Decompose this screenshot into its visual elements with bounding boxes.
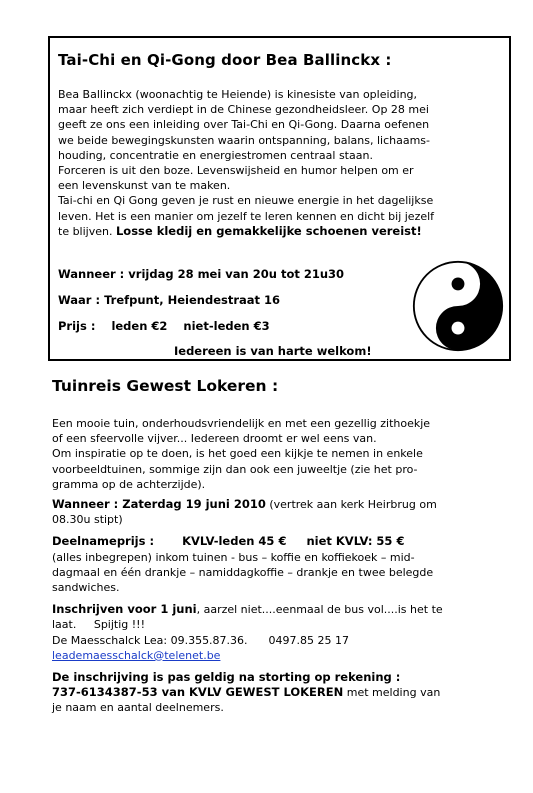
text-line: Om inspiratie op te doen, is het goed een kijkje te nemen in enkele (52, 447, 423, 461)
text-line: 08.30u stipt) (52, 513, 123, 527)
when-rest: (vertrek aan kerk Heirbrug om (265, 498, 437, 512)
text-line: dagmaal en één drankje – namiddagkoffie – drankje en twee belegde (52, 565, 434, 579)
tuinreis-body (52, 416, 522, 716)
text-line: we beide bewegingskunsten waarin ontspanning, balans, lichaams- (58, 133, 430, 147)
text-line: laat. Spijtig !!! (52, 618, 145, 632)
account-bold: 737-6134387-53 van KVLV GEWEST LOKEREN (52, 685, 344, 700)
text-line: voorbeeldtuinen, sommige zijn dan ook een juweeltje (zie het pro- (52, 462, 418, 476)
text-line: of een sfeervolle vijver... Iedereen droomt er wel eens van. (52, 432, 377, 446)
tuinreis-registration (52, 602, 522, 617)
contact-email-line (52, 648, 522, 663)
text-line: geeft ze ons een inleiding over Tai-Chi en Qi-Gong. Daarna oefenen (58, 118, 430, 132)
taichi-price: Prijs : leden €2 niet-leden €3 (58, 319, 270, 333)
text-line: (alles inbegrepen) inkom tuinen - bus – koffie en koffiekoek – mid- (52, 550, 415, 564)
tuinreis-when (52, 497, 522, 512)
text-line: gramma op de achterzijde). (52, 477, 206, 491)
yin-yang-icon (412, 260, 504, 352)
text-line (58, 224, 504, 239)
text-line: Een mooie tuin, onderhoudsvriendelijk en met een gezellig zithoekje (52, 417, 431, 430)
text-plain: te blijven. (58, 224, 116, 238)
registration-bold: Inschrijven voor 1 juni (52, 602, 197, 617)
text-line: Bea Ballinckx (woonachtig te Heiende) is kinesiste van opleiding, (58, 88, 418, 101)
payment-account (52, 685, 522, 700)
text-line: een levenskunst van te maken. (58, 179, 231, 193)
taichi-description (58, 87, 504, 239)
taichi-welcome: Iedereen is van harte welkom! (174, 344, 372, 358)
tuinreis-title: Tuinreis Gewest Lokeren : (52, 377, 279, 395)
text-line: maar heeft zich verdiept in de Chinese gezondheidsleer. Op 28 mei (58, 103, 429, 117)
taichi-box (48, 36, 511, 361)
text-line: Tai-chi en Qi Gong geven je rust en nieuwe energie in het dagelijkse (58, 194, 434, 208)
taichi-when: Wanneer : vrijdag 28 mei van 20u tot 21u30 (58, 267, 345, 281)
registration-rest: , aarzel niet....eenmaal de bus vol....is het te (196, 603, 443, 617)
text-line: houding, concentratie en energiestromen centraal staan. (58, 148, 373, 162)
email-link[interactable]: leademaesschalck@telenet.be (52, 648, 221, 662)
text-line: leven. Het is een manier om jezelf te leren kennen en dicht bij jezelf (58, 209, 435, 223)
text-line: Forceren is uit den boze. Levenswijsheid en humor helpen om er (58, 164, 414, 178)
taichi-title: Tai-Chi en Qi-Gong door Bea Ballinckx : (58, 51, 392, 69)
payment-note: De inschrijving is pas geldig na storting op rekening : (52, 670, 401, 685)
text-line: je naam en aantal deelnemers. (52, 701, 224, 715)
account-rest: met melding van (343, 686, 441, 700)
tuinreis-price: Deelnameprijs : KVLV-leden 45 € niet KVLV: 55 € (52, 534, 405, 549)
clothing-note: Losse kledij en gemakkelijke schoenen vereist! (115, 223, 422, 238)
taichi-where: Waar : Trefpunt, Heiendestraat 16 (58, 293, 281, 307)
text-line: sandwiches. (52, 581, 120, 595)
contact-phone: De Maesschalck Lea: 09.355.87.36. 0497.85 25 17 (52, 633, 349, 647)
when-bold: Wanneer : Zaterdag 19 juni 2010 (52, 497, 266, 512)
